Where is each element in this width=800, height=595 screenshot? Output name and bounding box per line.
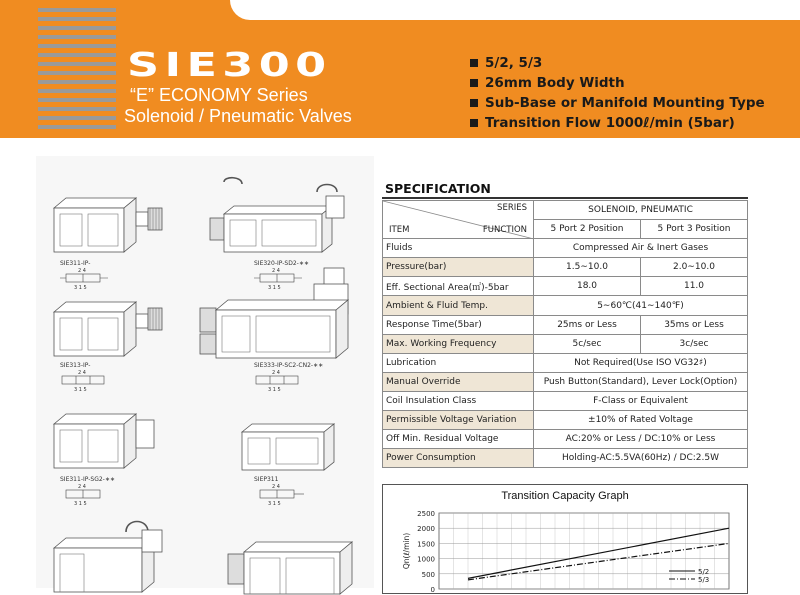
table-row	[383, 239, 748, 258]
function-label: FUNCTION	[482, 225, 527, 236]
product-title: SIE300	[127, 45, 332, 84]
specification-table	[382, 200, 748, 468]
row-label: Lubrication	[383, 353, 534, 372]
table-header-row	[383, 201, 748, 220]
row-value: ±10% of Rated Voltage	[534, 411, 748, 430]
row-label: Response Time(5bar)	[383, 315, 534, 334]
column-5port-3position: 5 Port 3 Position	[641, 220, 748, 239]
table-row	[383, 258, 748, 277]
feature-item: 26mm Body Width	[470, 73, 765, 93]
row-value: F-Class or Equivalent	[534, 391, 748, 410]
svg-text:2 4: 2 4	[272, 370, 280, 376]
table-row	[383, 353, 748, 372]
valve-circuit-symbol-icon	[58, 368, 118, 392]
row-value-52: 25ms or Less	[534, 315, 641, 334]
series-value: SOLENOID, PNEUMATIC	[534, 201, 748, 220]
row-value-53: 35ms or Less	[641, 315, 748, 334]
row-value: Push Button(Standard), Lever Lock(Option)	[534, 372, 748, 391]
item-label: ITEM	[389, 225, 410, 236]
row-value-53: 11.0	[641, 277, 748, 296]
svg-text:3 1 5: 3 1 5	[74, 501, 87, 507]
valve-sie311-ip-icon	[44, 194, 174, 256]
svg-text:2 4: 2 4	[272, 484, 280, 490]
valve-circuit-symbol-icon	[58, 482, 118, 506]
series-function-header	[383, 201, 534, 239]
table-row	[383, 372, 748, 391]
svg-text:2 4: 2 4	[78, 484, 86, 490]
valve-sie333-ip-sc2-cn2-icon	[198, 268, 366, 364]
table-row	[383, 277, 748, 296]
valve-partial-icon	[224, 524, 364, 594]
column-5port-2position: 5 Port 2 Position	[534, 220, 641, 239]
table-row	[383, 334, 748, 353]
valve-sie311-ip-sg2-icon	[44, 406, 174, 472]
legend-label: 5/3	[698, 576, 710, 584]
feature-item: Sub-Base or Manifold Mounting Type	[470, 93, 765, 113]
series-subtitle: “E” ECONOMY Series	[130, 85, 308, 105]
svg-text:3 1 5: 3 1 5	[268, 387, 281, 393]
row-value: Not Required(Use ISO VG32♯)	[534, 353, 748, 372]
graph-title: Transition Capacity Graph	[501, 490, 629, 502]
square-bullet-icon	[470, 79, 478, 87]
row-label: Ambient & Fluid Temp.	[383, 296, 534, 315]
table-row	[383, 391, 748, 410]
row-label: Eff. Sectional Area(㎡)-5bar	[383, 277, 534, 296]
legend-label: 5/2	[698, 568, 710, 576]
valve-circuit-symbol-icon	[252, 482, 312, 506]
y-tick-label: 0	[430, 586, 435, 594]
y-tick-label: 1000	[417, 555, 435, 564]
svg-text:3 1 5: 3 1 5	[268, 501, 281, 507]
table-row	[383, 296, 748, 315]
header-band	[0, 0, 800, 138]
graph-plot	[383, 485, 749, 595]
valve-circuit-symbol-icon	[58, 266, 118, 290]
table-row	[383, 315, 748, 334]
row-value-53: 3c/sec	[641, 334, 748, 353]
row-value-52: 18.0	[534, 277, 641, 296]
feature-item: Transition Flow 1000ℓ/min (5bar)	[470, 113, 765, 133]
square-bullet-icon	[470, 59, 478, 67]
table-row	[383, 411, 748, 430]
row-label: Manual Override	[383, 372, 534, 391]
svg-text:3 1 5: 3 1 5	[74, 285, 87, 291]
row-value-52: 1.5∼10.0	[534, 258, 641, 277]
svg-text:2 4: 2 4	[272, 268, 280, 274]
model-label: SIE333-IP-SC2-CN2-∗∗	[254, 362, 324, 369]
model-label: SIE313-IP-	[60, 362, 91, 369]
row-label: Power Consumption	[383, 449, 534, 468]
valve-illustration-panel	[36, 156, 374, 588]
row-value: 5∼60℃(41∼140℉)	[534, 296, 748, 315]
y-tick-label: 2500	[417, 510, 435, 518]
row-label: Permissible Voltage Variation	[383, 411, 534, 430]
model-label: SIEP311	[254, 476, 279, 483]
type-subtitle: Solenoid / Pneumatic Valves	[124, 106, 352, 126]
square-bullet-icon	[470, 99, 478, 107]
feature-list	[470, 53, 765, 133]
row-value-52: 5c/sec	[534, 334, 641, 353]
y-tick-label: 2000	[417, 525, 435, 534]
spec-heading: SPECIFICATION	[385, 181, 491, 196]
feature-item: 5/2, 5/3	[470, 53, 765, 73]
valve-sie313-ip-icon	[44, 296, 174, 360]
svg-text:3 1 5: 3 1 5	[74, 387, 87, 393]
transition-capacity-graph	[382, 484, 748, 594]
valve-circuit-symbol-icon	[252, 368, 312, 392]
model-label: SIE311-IP-	[60, 260, 91, 267]
svg-text:3 1 5: 3 1 5	[268, 285, 281, 291]
table-row	[383, 449, 748, 468]
svg-text:2 4: 2 4	[78, 370, 86, 376]
model-label: SIE320-IP-SD2-∗∗	[254, 260, 309, 267]
valve-sie320-ip-sd2-icon	[202, 178, 352, 258]
row-label: Off Min. Residual Voltage	[383, 430, 534, 449]
valve-siep311-icon	[234, 420, 344, 474]
valve-partial-icon	[44, 512, 174, 592]
spec-heading-rule	[382, 197, 748, 199]
model-label: SIE311-IP-SG2-∗∗	[60, 476, 115, 483]
row-label: Fluids	[383, 239, 534, 258]
series-label: SERIES	[497, 203, 527, 213]
y-tick-label: 1500	[417, 540, 435, 549]
row-label: Max. Working Frequency	[383, 334, 534, 353]
y-axis-label: Qn(ℓ/min)	[402, 532, 411, 570]
svg-text:2 4: 2 4	[78, 268, 86, 274]
row-label: Pressure(bar)	[383, 258, 534, 277]
square-bullet-icon	[470, 119, 478, 127]
gray-stripes-decoration	[38, 0, 116, 138]
row-value: Compressed Air & Inert Gases	[534, 239, 748, 258]
table-row	[383, 430, 748, 449]
header-notch	[230, 0, 800, 20]
y-tick-label: 500	[421, 570, 435, 579]
row-value: AC:20% or Less / DC:10% or Less	[534, 430, 748, 449]
row-label: Coil Insulation Class	[383, 391, 534, 410]
row-value: Holding-AC:5.5VA(60Hz) / DC:2.5W	[534, 449, 748, 468]
row-value-53: 2.0∼10.0	[641, 258, 748, 277]
